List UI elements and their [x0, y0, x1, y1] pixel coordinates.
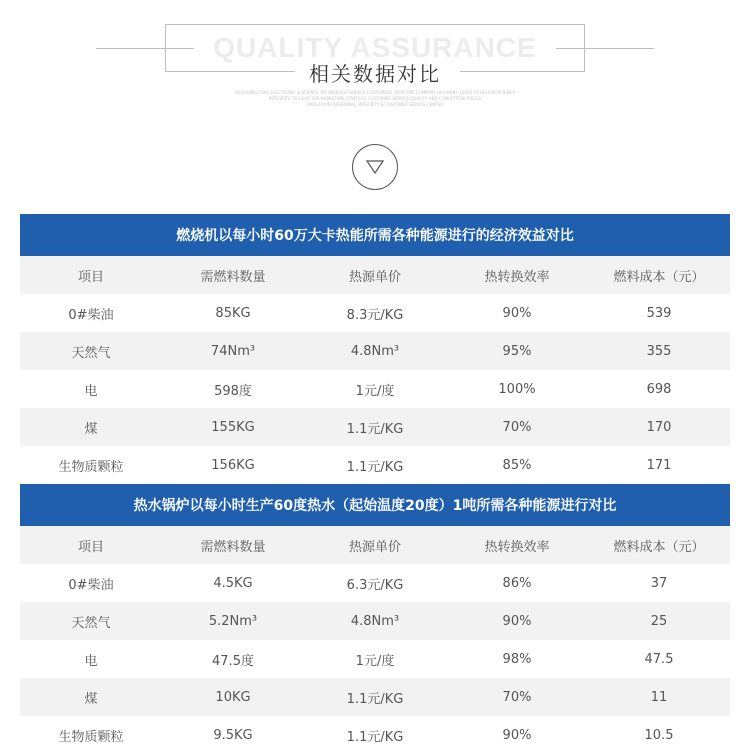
table-cell: 1.1元/KG	[304, 408, 446, 446]
table-row	[20, 640, 730, 678]
table-cell: 355	[588, 332, 730, 370]
table-header-row	[20, 256, 730, 294]
column-header: 需燃料数量	[162, 526, 304, 564]
column-header: 热转换效率	[446, 256, 588, 294]
table-cell: 4.8Nm³	[304, 332, 446, 370]
table-cell: 86%	[446, 564, 588, 602]
table-cell: 1元/度	[304, 640, 446, 678]
comparison-table-boiler	[20, 484, 730, 754]
table-cell: 170	[588, 408, 730, 446]
table-cell: 156KG	[162, 446, 304, 484]
table-row	[20, 678, 730, 716]
table-cell: 天然气	[20, 332, 162, 370]
table-cell: 171	[588, 446, 730, 484]
column-header: 项目	[20, 256, 162, 294]
table-cell: 0#柴油	[20, 564, 162, 602]
table-row	[20, 446, 730, 484]
table-row	[20, 332, 730, 370]
table-cell: 1.1元/KG	[304, 678, 446, 716]
table-cell: 698	[588, 370, 730, 408]
table-cell: 25	[588, 602, 730, 640]
frame-line	[165, 24, 585, 25]
table-cell: 煤	[20, 678, 162, 716]
table-caption: 燃烧机以每小时60万大卡热能所需各种能源进行的经济效益对比	[20, 214, 730, 256]
table-cell: 539	[588, 294, 730, 332]
column-header: 项目	[20, 526, 162, 564]
table-cell: 天然气	[20, 602, 162, 640]
fine-print-line: DATA TO PROFESSIONAL, INTEGRITY & CUSTOMER SERVICE CENTER	[306, 102, 444, 107]
table-cell: 5.2Nm³	[162, 602, 304, 640]
table-cell: 6.3元/KG	[304, 564, 446, 602]
table-cell: 598度	[162, 370, 304, 408]
comparison-table-burner	[20, 214, 730, 484]
table-row	[20, 294, 730, 332]
table-cell: 85KG	[162, 294, 304, 332]
table-cell: 74Nm³	[162, 332, 304, 370]
table-cell: 4.5KG	[162, 564, 304, 602]
fine-print-line: INTEGRITY, TO LEAD THE MARKETING STRATEGY, CUSTOMER SERVICE QUALITY AND COMPETITIVE PRICES	[268, 96, 482, 101]
column-header: 热源单价	[304, 256, 446, 294]
column-header: 需燃料数量	[162, 256, 304, 294]
table-cell: 1.1元/KG	[304, 446, 446, 484]
table-cell: 11	[588, 678, 730, 716]
table-cell: 155KG	[162, 408, 304, 446]
table-cell: 70%	[446, 408, 588, 446]
scroll-down-circle[interactable]	[352, 144, 398, 190]
table-cell: 电	[20, 370, 162, 408]
table-cell: 10KG	[162, 678, 304, 716]
table-cell: 电	[20, 640, 162, 678]
table-cell: 生物质颗粒	[20, 446, 162, 484]
table-cell: 98%	[446, 640, 588, 678]
section-title: 相关数据对比	[309, 62, 441, 86]
table-header-row	[20, 526, 730, 564]
table-cell: 47.5	[588, 640, 730, 678]
fine-print-line: RECEIVING CARE ELECTRONIC & SCIENCE TECHNOLOGY SERVICE CUSTOMERS, WITH THE COMPANY HAS MANY YEARS OF HIGH EFFICIENCY	[235, 90, 515, 95]
table-row	[20, 716, 730, 754]
table-caption: 热水锅炉以每小时生产60度热水（起始温度20度）1吨所需各种能源进行对比	[20, 484, 730, 526]
table-cell: 8.3元/KG	[304, 294, 446, 332]
table-row	[20, 602, 730, 640]
quality-assurance-watermark: QUALITY ASSURANCE	[213, 32, 537, 63]
column-header: 燃料成本（元）	[588, 256, 730, 294]
table-cell: 100%	[446, 370, 588, 408]
table-cell: 生物质颗粒	[20, 716, 162, 754]
table-cell: 1元/度	[304, 370, 446, 408]
table-row	[20, 408, 730, 446]
table-cell: 1.1元/KG	[304, 716, 446, 754]
column-header: 热源单价	[304, 526, 446, 564]
table-cell: 90%	[446, 716, 588, 754]
table-row	[20, 564, 730, 602]
column-header: 热转换效率	[446, 526, 588, 564]
table-cell: 70%	[446, 678, 588, 716]
column-header: 燃料成本（元）	[588, 526, 730, 564]
table-cell: 10.5	[588, 716, 730, 754]
section-header	[0, 0, 750, 130]
table-cell: 37	[588, 564, 730, 602]
down-triangle-icon	[366, 160, 384, 174]
table-cell: 90%	[446, 602, 588, 640]
table-cell: 煤	[20, 408, 162, 446]
table-cell: 0#柴油	[20, 294, 162, 332]
table-cell: 95%	[446, 332, 588, 370]
table-row	[20, 370, 730, 408]
table-cell: 90%	[446, 294, 588, 332]
table-cell: 85%	[446, 446, 588, 484]
table-cell: 9.5KG	[162, 716, 304, 754]
table-cell: 4.8Nm³	[304, 602, 446, 640]
table-cell: 47.5度	[162, 640, 304, 678]
